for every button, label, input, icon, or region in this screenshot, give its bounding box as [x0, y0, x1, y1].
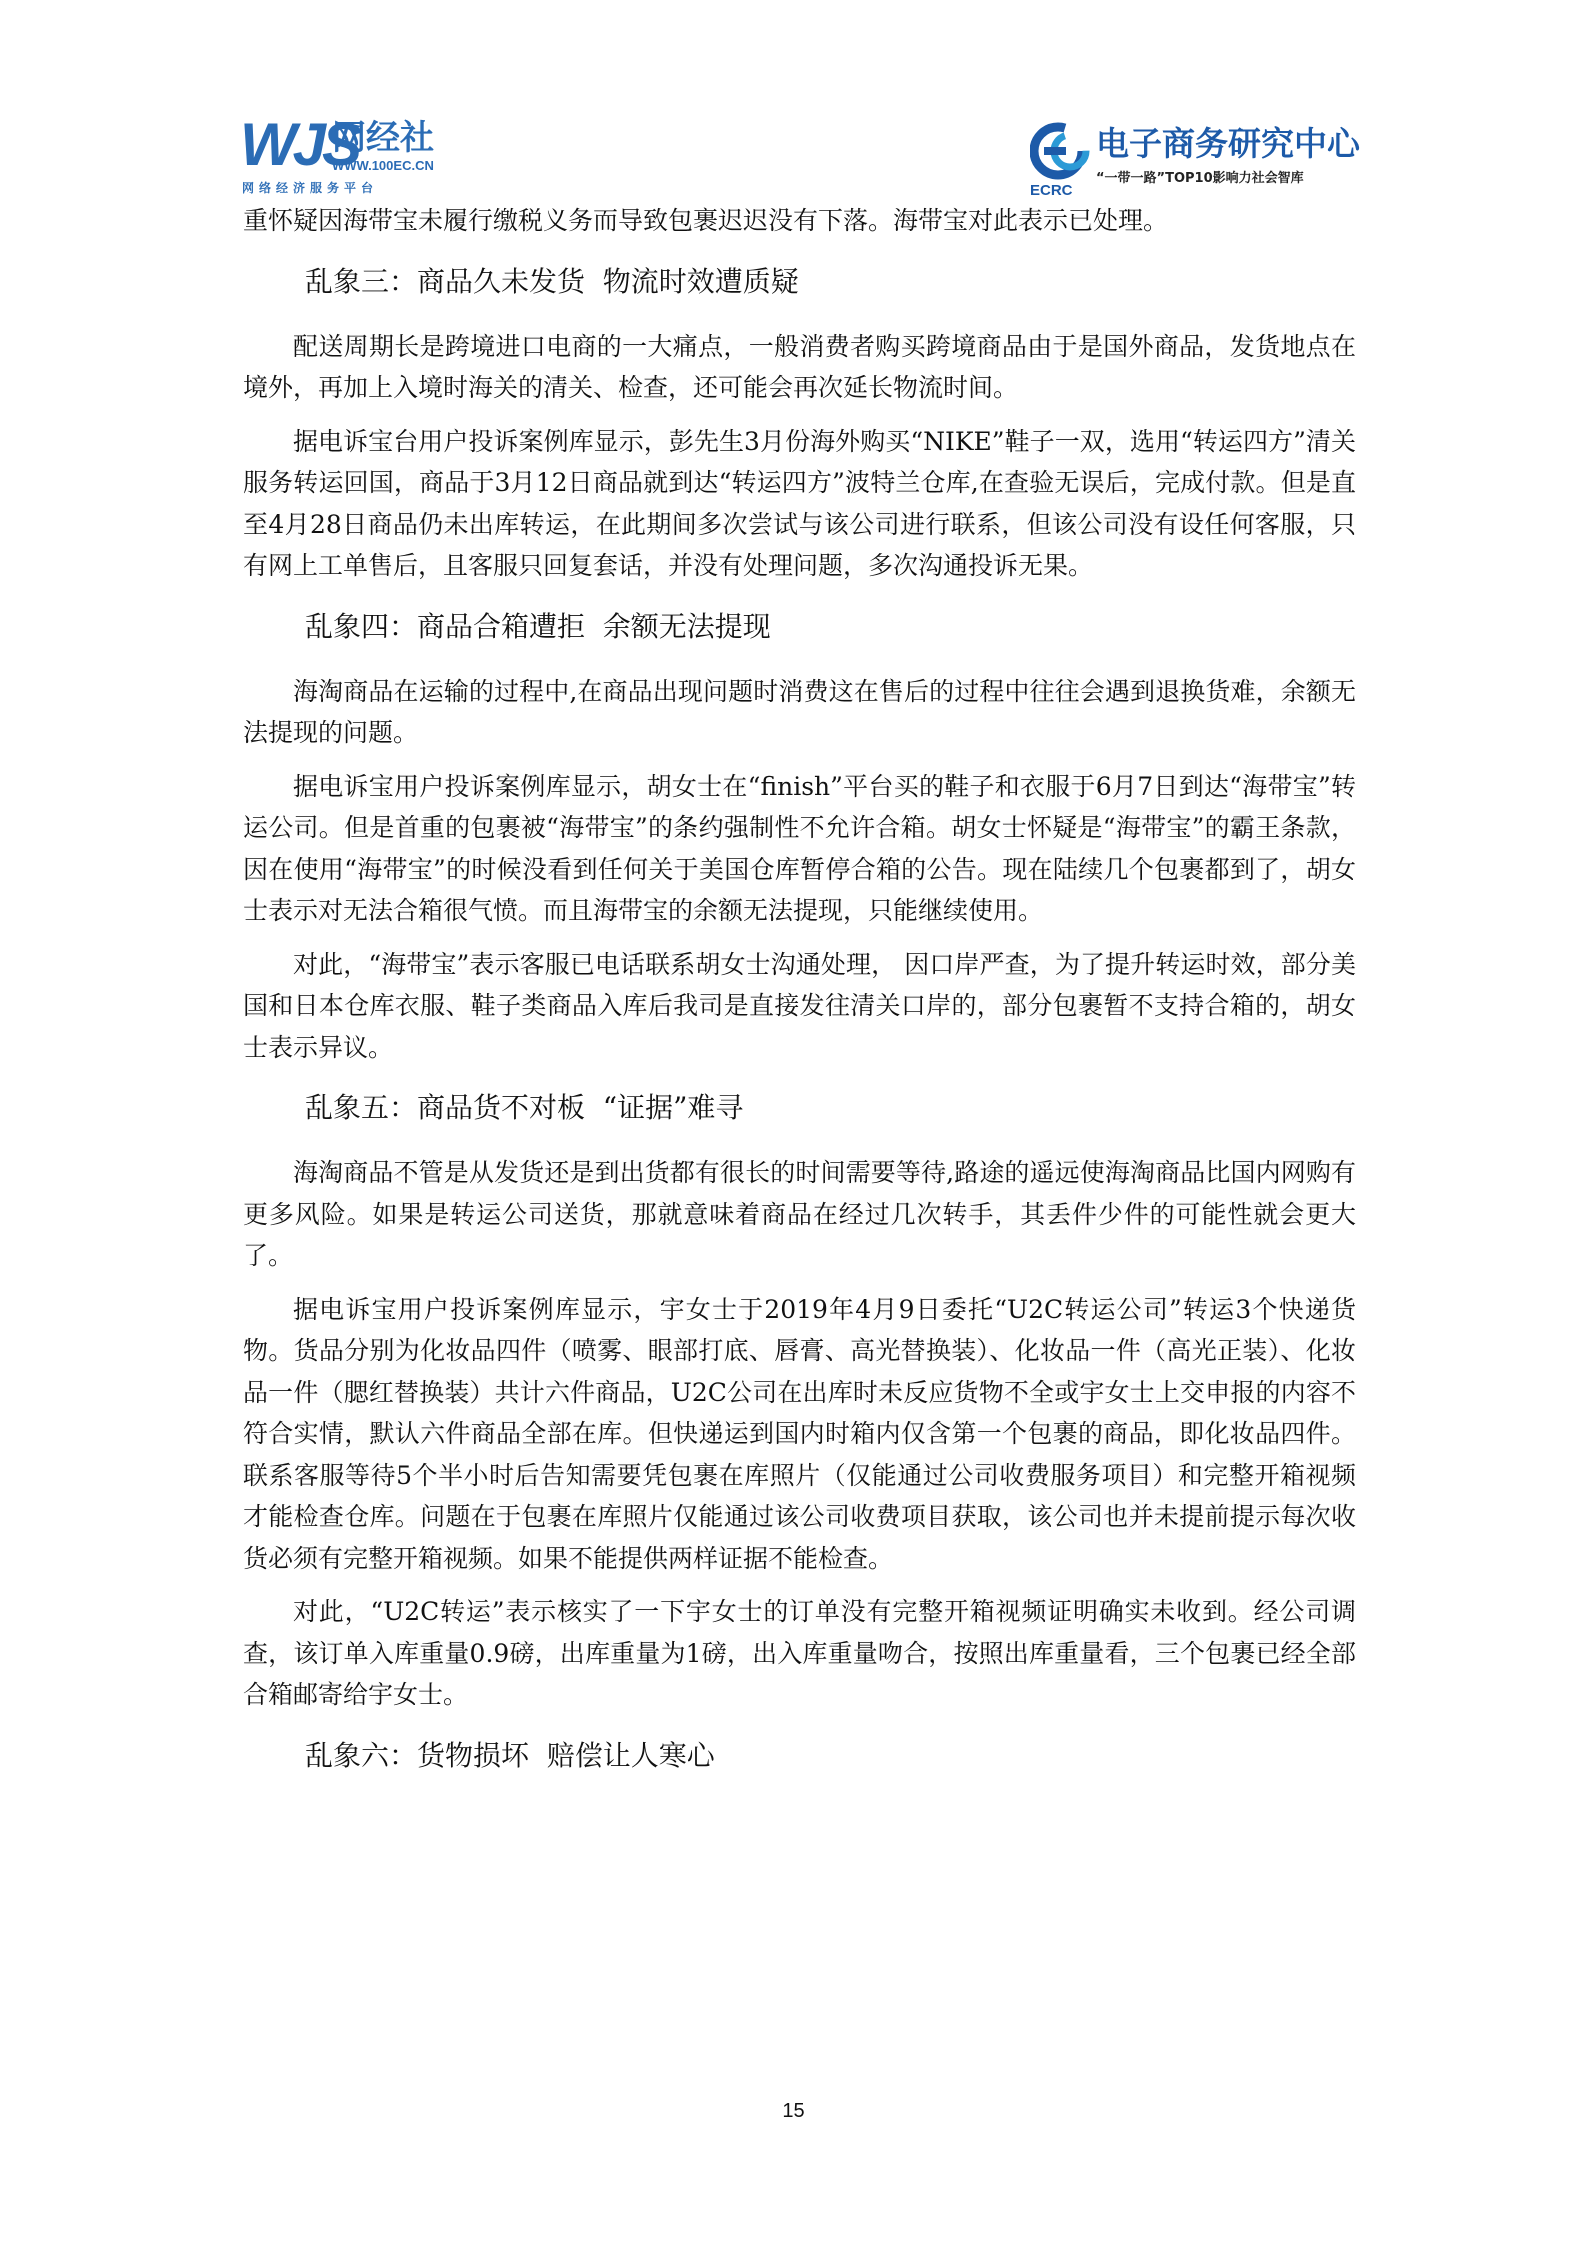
ecrc-logo-abbr: ECRC — [1030, 182, 1073, 199]
wjs-logo-mark: WJS — [240, 111, 359, 178]
ecrc-logo-name: 电子商务研究中心 — [1096, 124, 1360, 163]
paragraph: 重怀疑因海带宝未履行缴税义务而导致包裹迟迟没有下落。海带宝对此表示已处理。 — [243, 206, 1169, 235]
wjs-logo-name: 网经社 — [332, 118, 434, 158]
wjs-logo — [240, 112, 460, 198]
paragraph: 海淘商品在运输的过程中,在商品出现问题时消费这在售后的过程中往往会遇到退换货难，余额无法提现的问题。 — [243, 676, 1356, 747]
paragraph: 据电诉宝台用户投诉案例库显示，彭先生3月份海外购买“NIKE”鞋子一双，选用“转运四方”清关服务转运回国，商品于3月12日商品就到达“转运四方”波特兰仓库,在查验无误后，完成付款。但是直至4月28日商品仍未出库转运，在此期间多次尝试与该公司进行联系，但该公司没有设任何客服，只有网上工单售后，且客服只回复套话，并没有处理问题，多次沟通投诉无果。 — [243, 426, 1356, 580]
section-heading: 乱象五：商品货不对板 “证据”难寻 — [305, 1091, 744, 1124]
section-heading: 乱象三：商品久未发货 物流时效遭质疑 — [305, 264, 799, 298]
ecrc-logo-tagline: “一带一路”TOP10影响力社会智库 — [1096, 171, 1304, 186]
wjs-logo-subtitle: 网络经济服务平台 — [242, 181, 379, 195]
paragraph: 对此，“U2C转运”表示核实了一下宇女士的订单没有完整开箱视频证明确实未收到。经公司调查，该订单入库重量0.9磅，出库重量为1磅，出入库重量吻合，按照出库重量看，三个包裹已经全部合箱邮寄给宇女士。 — [243, 1597, 1356, 1709]
section-heading: 乱象四：商品合箱遭拒 余额无法提现 — [305, 609, 771, 643]
paragraph: 据电诉宝用户投诉案例库显示，胡女士在“finish”平台买的鞋子和衣服于6月7日到达“海带宝”转运公司。但是首重的包裹被“海带宝”的条约强制性不允许合箱。胡女士怀疑是“海带宝”的霸王条款，因在使用“海带宝”的时候没看到任何关于美国仓库暂停合箱的公告。现在陆续几个包裹都到了，胡女士表示对无法合箱很气愤。而且海带宝的余额无法提现，只能继续使用。 — [243, 771, 1356, 925]
ecrc-logo — [1030, 120, 1360, 200]
section-heading: 乱象六：货物损坏 赔偿让人寒心 — [305, 1738, 715, 1772]
paragraph: 对此，“海带宝”表示客服已电话联系胡女士沟通处理， 因口岸严查，为了提升转运时效，部分美国和日本仓库衣服、鞋子类商品入库后我司是直接发往清关口岸的，部分包裹暂不支持合箱的，胡女士表示异议。 — [243, 949, 1356, 1062]
paragraph: 海淘商品不管是从发货还是到出货都有很长的时间需要等待,路途的遥远使海淘商品比国内网购有更多风险。如果是转运公司送货，那就意味着商品在经过几次转手，其丢件少件的可能性就会更大了。 — [243, 1158, 1356, 1270]
wjs-logo-url: WWW.100EC.CN — [332, 158, 434, 173]
ec-logo-icon — [1030, 120, 1092, 182]
page-number: 15 — [782, 2100, 805, 2122]
paragraph: 配送周期长是跨境进口电商的一大痛点，一般消费者购买跨境商品由于是国外商品，发货地点在境外，再加上入境时海关的清关、检查，还可能会再次延长物流时间。 — [243, 331, 1356, 402]
article-body — [243, 200, 1356, 1776]
paragraph: 据电诉宝用户投诉案例库显示，宇女士于2019年4月9日委托“U2C转运公司”转运3个快递货物。货品分别为化妆品四件（喷雾、眼部打底、唇膏、高光替换装）、化妆品一件（高光正装）、化妆品一件（腮红替换装）共计六件商品，U2C公司在出库时未反应货物不全或宇女士上交申报的内容不符合实情，默认六件商品全部在库。但快递运到国内时箱内仅含第一个包裹的商品，即化妆品四件。联系客服等待5个半小时后告知需要凭包裹在库照片（仅能通过公司收费服务项目）和完整开箱视频才能检查仓库。问题在于包裹在库照片仅能通过该公司收费项目获取，该公司也并未提前提示每次收货必须有完整开箱视频。如果不能提供两样证据不能检查。 — [243, 1294, 1356, 1573]
